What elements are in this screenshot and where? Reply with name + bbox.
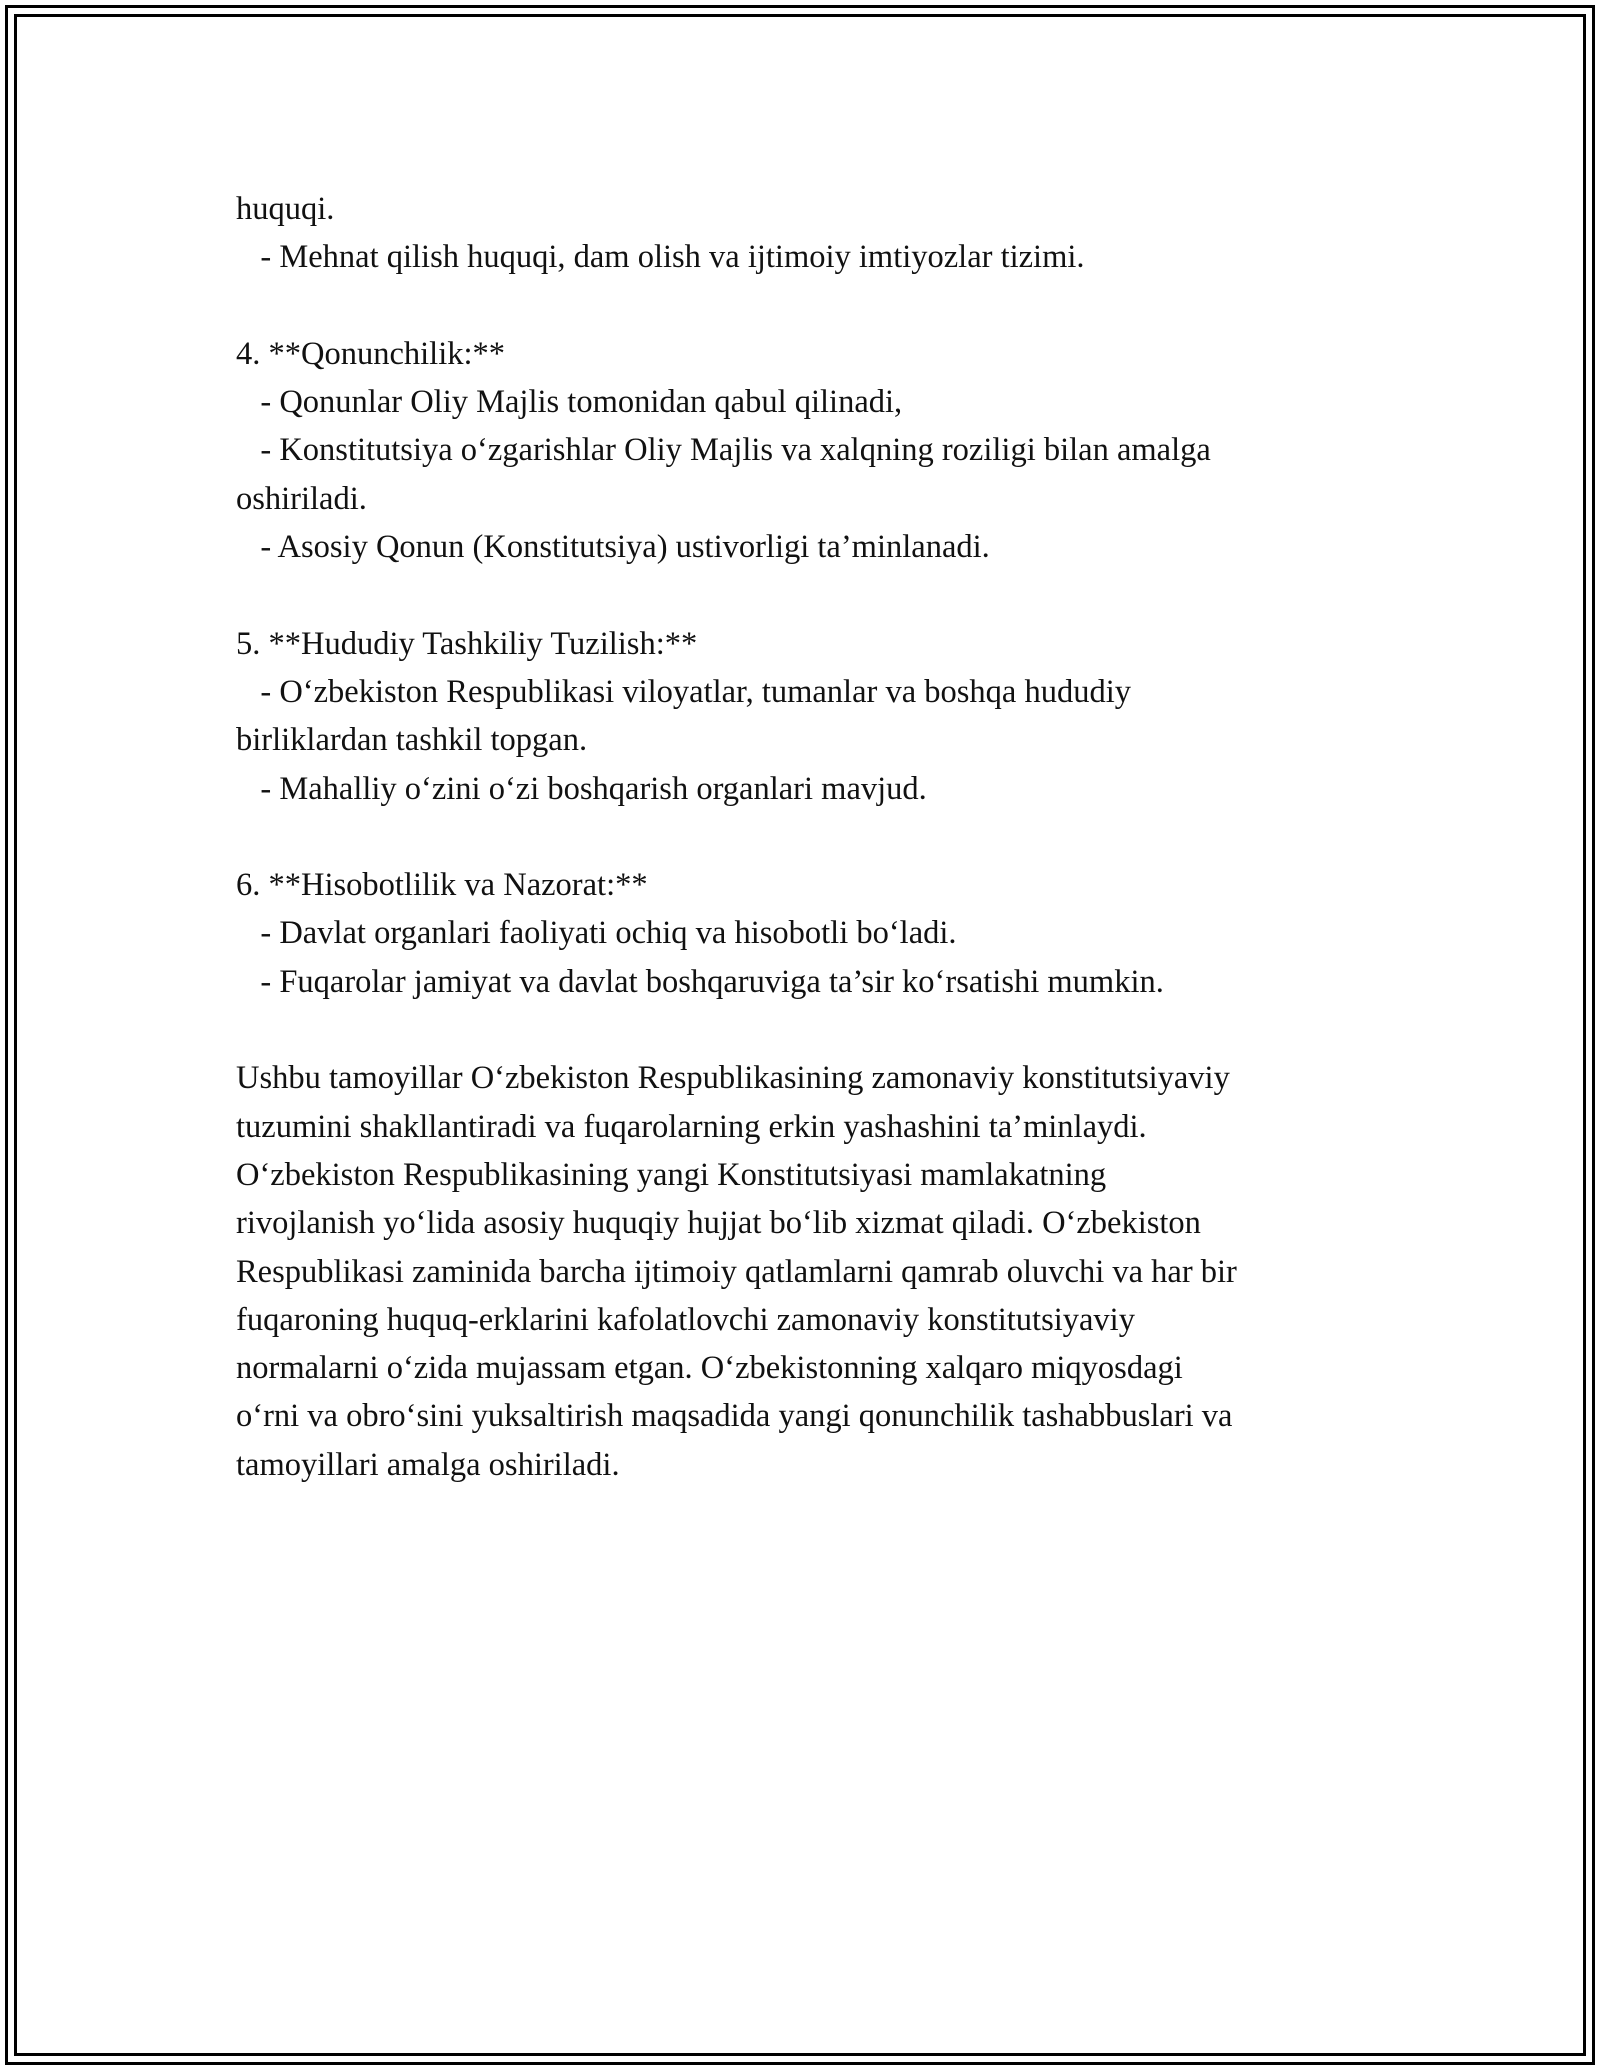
text-line: o‘rni va obro‘sini yuksaltirish maqsadida yangi qonunchilik tashabbuslari va: [236, 1398, 1233, 1435]
text-line: oshiriladi.: [236, 480, 367, 517]
text-line: birliklardan tashkil topgan.: [236, 722, 588, 759]
text-line: tamoyillari amalga oshiriladi.: [236, 1446, 620, 1483]
text-line: - Fuqarolar jamiyat va davlat boshqaruviga ta’sir ko‘rsatishi mumkin.: [236, 963, 1164, 1000]
text-line: Respublikasi zaminida barcha ijtimoiy qatlamlarni qamrab oluvchi va har bir: [236, 1253, 1237, 1290]
text-line: O‘zbekiston Respublikasining yangi Konstitutsiyasi mamlakatning: [236, 1156, 1107, 1193]
paragraph-gap: [236, 1006, 1376, 1054]
text-line: - O‘zbekiston Respublikasi viloyatlar, tumanlar va boshqa hududiy: [236, 673, 1131, 710]
text-line: normalarni o‘zida mujassam etgan. O‘zbekistonning xalqaro miqyosdagi: [236, 1350, 1183, 1387]
section-heading: 5. **Hududiy Tashkiliy Tuzilish:**: [236, 625, 698, 662]
text-line: - Qonunlar Oliy Majlis tomonidan qabul qilinadi,: [236, 384, 903, 421]
text-line: - Asosiy Qonun (Konstitutsiya) ustivorligi ta’minlanadi.: [236, 529, 990, 566]
document-body: [236, 185, 1376, 1489]
paragraph-gap: [236, 571, 1376, 619]
text-line: tuzumini shakllantiradi va fuqarolarning erkin yashashini ta’minlaydi.: [236, 1108, 1147, 1145]
section-heading: 6. **Hisobotlilik va Nazorat:**: [236, 867, 648, 904]
text-line: huquqi.: [236, 191, 335, 227]
text-line: - Davlat organlari faoliyati ochiq va hisobotli bo‘ladi.: [236, 915, 957, 952]
text-line: - Konstitutsiya o‘zgarishlar Oliy Majlis va xalqning roziligi bilan amalga: [236, 432, 1211, 469]
paragraph-gap: [236, 282, 1376, 330]
text-line: - Mehnat qilish huquqi, dam olish va ijtimoiy imtiyozlar tizimi.: [236, 239, 1085, 276]
text-line: rivojlanish yo‘lida asosiy huquqiy hujjat bo‘lib xizmat qiladi. O‘zbekiston: [236, 1205, 1201, 1242]
text-line: fuqaroning huquq-erklarini kafolatlovchi zamonaviy konstitutsiyaviy: [236, 1301, 1135, 1338]
section-heading: 4. **Qonunchilik:**: [236, 335, 506, 372]
paragraph-gap: [236, 813, 1376, 861]
text-line: - Mahalliy o‘zini o‘zi boshqarish organlari mavjud.: [236, 770, 927, 807]
text-line: Ushbu tamoyillar O‘zbekiston Respublikasining zamonaviy konstitutsiyaviy: [236, 1060, 1230, 1097]
